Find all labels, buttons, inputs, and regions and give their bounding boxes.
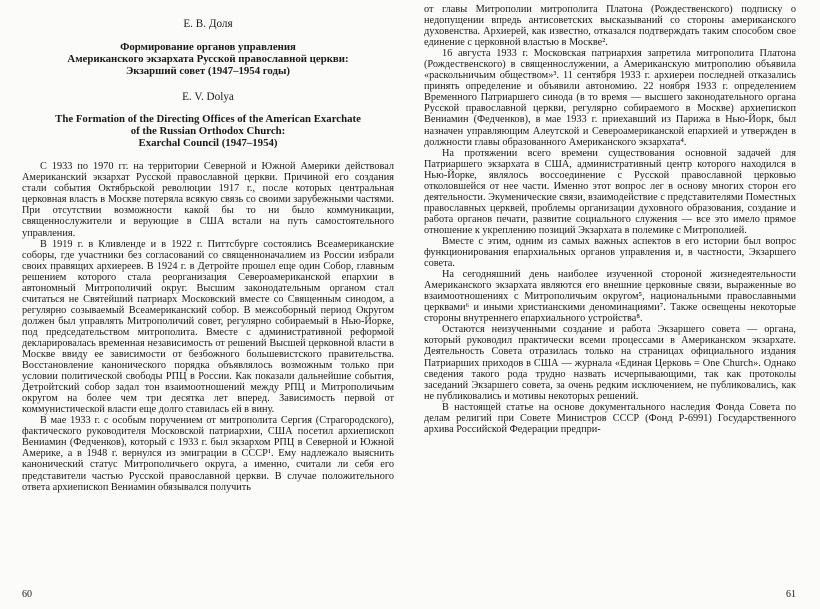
body-paragraph: На протяжении всего времени существования основной задачей для Патриаршего экзархата в США, административный центр которого находился в Нью-Йорке, являлось воссоединение с Русской православной церковью отколовшейся от нее части. Именно этот вопрос лег в основу многих сторон его деятельности. Экуменические связи, взаимодействие с представителями Поместных православных церквей, проблемы организации духовного образования, создание и работа органов печати, развитие социального служения — все это имело прямое отношение к укреплению позиций Экзархата в полемике с Митрополией.	[424, 147, 796, 236]
body-paragraph: На сегодняшний день наиболее изученной стороной жизнедеятельности Американского экзархата являются его внешние церковные связи, выраженные во взаимоотношениях с Митрополичьим округом⁵, национальными православными церквами⁶ и иными христианскими деноминациями⁷. Также освещены некоторые стороны внутреннего епархиального устройства⁸.	[424, 269, 796, 325]
left-page	[22, 0, 394, 609]
title-ru-line: Американского экзархата Русской православной церкви:	[67, 53, 349, 66]
body-paragraph: 16 августа 1933 г. Московская патриархия запретила митрополита Платона (Рождественского) в священнослужении, а Американскую митрополию объявила «раскольничьим обществом»³. 11 сентября 1933 г. архиереи последней отказались принять определение и объявили автономию. 22 ноября 1933 г. определением Временного Патриаршего синода (в то время — высшего законодательного органа Русской православной церкви, регулярно собираемого в Москве) архиепископ Вениамин (Федченков), в мае 1933 г. приехавший из Парижа в Нью-Йорк, был назначен управляющим Алеутской и Североамериканской епархией и утвержден в должности главы образованного Американского экзархата⁴.	[424, 48, 796, 148]
body-paragraph: В 1919 г. в Кливленде и в 1922 г. Питтсбурге состоялись Всеамериканские соборы, где участники без согласований со священноначалием из России избрали своих правящих архиереев. В 1924 г. в Детройте прошел еще один Собор, главным решением которого стала реорганизация Североамериканской епархии в автономный Митрополичий округ. Высшим законодательным органом стал считаться не Святейший патриарх Московский вместе со Священным синодом, а регулярно созываемый Всеамериканский собор. В межсоборный период Округом должен был управлять Митрополичий совет, регулярно собираемый в Нью-Йорке, под председательством митрополита. Вместе с административной реформой декларировалась временная независимость от решений Высшей церковной власти в Москве ввиду ее зависимости от безбожного большевистского правительства. Восстановление канонического порядка объявлялось возможным только при условии политической свободы РПЦ в России. Как показали дальнейшие события, Детройтский собор задал тон взаимоотношений между РПЦ и Митрополичьим округом на более чем три десятка лет вперед. Зависимость первой от коммунистической власти еще долго ставилась ей в вину.	[22, 238, 394, 416]
title-ru-line: Экзарший совет (1947–1954 годы)	[125, 65, 291, 78]
body-paragraph: С 1933 по 1970 гг. на территории Северной и Южной Америки действовал Американский экзархат Русской православной церкви. Причиной его создания стали события Октябрьской революции 1917 г., после которых центральная церковная власть в Москве потеряла всякую связь со своими зарубежными частями. При отсутствии возможности какой бы то ни было коммуникации, священнослужители и верующие в США встали на путь самостоятельного управления.	[22, 161, 394, 239]
body-paragraph: от главы Митрополии митрополита Платона (Рождественского) подписку о недопущении впредь антисоветских высказываний со стороны американского духовенства. Архиерей, как известно, отказался подтверждать таким способом свое единение с церковной властью в Москве².	[424, 4, 796, 49]
title-ru	[22, 41, 394, 78]
title-ru-line: Формирование органов управления	[120, 41, 296, 53]
title-en-line: of the Russian Orthodox Church:	[130, 124, 286, 137]
body-paragraph: В настоящей статье на основе документального наследия Фонда Совета по делам религий при Совете Министров СССР (Фонд Р-6991) Государственного архива Российской Федерации предпри-	[424, 401, 796, 435]
page-number-left: 60	[22, 589, 32, 600]
page-number-right: 61	[786, 589, 796, 600]
body-paragraph: Остаются неизученными создание и работа Экзаршего совета — органа, который руководил практически всеми процессами в Американском экзархате. Деятельность Совета отразилась только на страницах официального издания Патриарших приходов в США — журнала «Единая Церковь = One Church». Однако сведения такого рода трудно назвать исчерпывающими, так как протоколы заседаний Экзаршего совета, за очень редким исключением, не публиковались, как не публиковались и мотивы некоторых решений.	[424, 324, 796, 402]
right-page	[424, 0, 796, 609]
title-en	[22, 113, 394, 150]
author-ru: Е. В. Доля	[183, 18, 233, 30]
author-en: E. V. Dolya	[182, 90, 234, 103]
body-paragraph: Вместе с этим, одним из самых важных аспектов в его истории был вопрос функционирования епархиальных органов управления и, в частности, Экзаршего совета.	[424, 235, 796, 270]
body-paragraph: В мае 1933 г. с особым поручением от митрополита Сергия (Страгородского), фактического руководителя Московской патриархии, США посетил архиепископ Вениамин (Федченков), который с 1933 г. был экзархом РПЦ в Северной и Южной Америке, а в 1948 г. вернулся из эмиграции в СССР¹. Ему надлежало выяснить каноничеcкий статус Митрополичьего округа, а именно, считали ли себя его представители частью Русской православной церкви. В случае положительного ответа архиепископ Вениамин обязывался получить	[22, 415, 394, 493]
title-en-line: Exarchal Council (1947–1954)	[138, 137, 278, 150]
title-en-line: The Formation of the Directing Offices of the American Exarchate	[55, 112, 361, 125]
